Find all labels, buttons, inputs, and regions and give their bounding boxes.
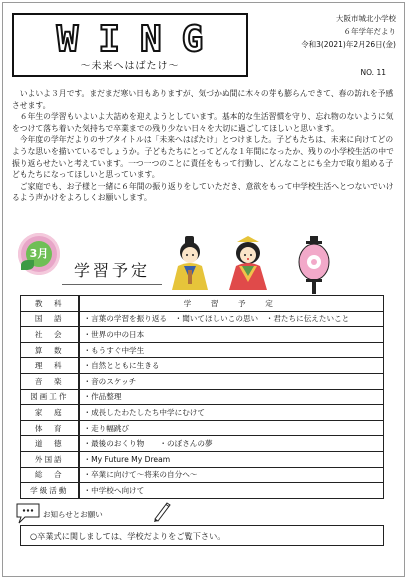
pencil-icon xyxy=(151,499,173,523)
emperor-doll-icon xyxy=(168,236,212,290)
plan-cell: ・言葉の学習を振り返る ・聞いてほしいこの思い ・君たちに伝えたいこと xyxy=(79,311,384,327)
table-header-row xyxy=(21,296,384,312)
plan-cell: ・世界の中の日本 xyxy=(79,327,384,343)
lantern-icon xyxy=(296,236,332,294)
subject-cell: 道 徳 xyxy=(21,436,79,452)
subject-cell: 理 科 xyxy=(21,358,79,374)
letter-paragraph: 今年度の学年だよりのサブタイトルは「未来へはばたけ」とつけました。子どもたちは、未来に向けてどのような思いを描いているでしょうか。子どもたちにとってどんな１年間になったか、残りの小学校生活の中で振り返らせたいと考えています。一つ一つのことに責任をもって行動し、どんなことにも全力で取り組める子どもたちになってほしいと思っています。 xyxy=(12,135,394,180)
table-row xyxy=(21,436,384,452)
plan-cell: ・もうすぐ中学生 xyxy=(79,342,384,358)
table-row xyxy=(21,358,384,374)
subject-cell: 図画工作 xyxy=(21,389,79,405)
table-row xyxy=(21,451,384,467)
section-title: 学習予定 xyxy=(74,261,151,280)
plan-cell: ・My Future My Dream xyxy=(79,451,384,467)
table-row xyxy=(21,389,384,405)
subject-cell: 社 会 xyxy=(21,327,79,343)
table-row xyxy=(21,373,384,389)
notice-box: ○卒業式に関しましては、学校だよりをご覧下さい。 xyxy=(20,525,384,546)
table-row xyxy=(21,311,384,327)
table-row xyxy=(21,420,384,436)
speech-bubble-icon xyxy=(14,501,42,525)
letter-paragraph: ご家庭でも、お子様と一緒に６年間の振り返りをしていただき、意欲をもって中学校生活へとつないでいけるよう声かけをよろしくお願いします。 xyxy=(12,181,394,203)
plan-cell: ・自然とともに生きる xyxy=(79,358,384,374)
table-row xyxy=(21,483,384,499)
plan-cell: ・成長したわたしたち中学にむけて xyxy=(79,405,384,421)
newsletter-logo xyxy=(12,13,248,77)
newsletter-title: WING xyxy=(56,19,224,60)
school-name: 大阪市城北小学校 xyxy=(336,14,396,23)
subject-cell: 学級活動 xyxy=(21,483,79,499)
subject-cell: 音 楽 xyxy=(21,373,79,389)
issue-number: NO. 11 xyxy=(360,68,386,77)
section-underline xyxy=(62,284,162,285)
subject-cell: 総 合 xyxy=(21,467,79,483)
plan-cell: ・最後のおくり物 ・のぼさんの夢 xyxy=(79,436,384,452)
letter-paragraph: ６年生の学習もいよいよ大詰めを迎えようとしています。基本的な生活習慣を守り、忘れ物のないように気をつけて落ち着いた気持ちで卒業までの残り少ない日々を大切に過ごしてほしいと思います。 xyxy=(12,112,394,133)
subject-cell: 算 数 xyxy=(21,342,79,358)
column-header-plan: 学 習 予 定 xyxy=(79,296,384,312)
table-row xyxy=(21,467,384,483)
plan-cell: ・中学校へ向けて xyxy=(79,483,384,499)
issue-date: 令和3(2021)年2月26日(金) xyxy=(301,40,396,49)
letter-body xyxy=(12,88,398,204)
leaf-icon xyxy=(21,260,34,270)
subject-cell: 外国語 xyxy=(21,451,79,467)
letter-paragraph: いよいよ３月です。まだまだ寒い日もありますが、気づかぬ間に木々の芽も膨らんできて、春の訪れを予感させます。 xyxy=(12,89,394,110)
subject-cell: 体 育 xyxy=(21,420,79,436)
month-badge xyxy=(18,233,60,275)
plan-cell: ・作品整理 xyxy=(79,389,384,405)
table-row xyxy=(21,342,384,358)
table-row xyxy=(21,405,384,421)
notice-title: お知らせとお願い xyxy=(43,510,103,519)
table-row xyxy=(21,327,384,343)
month-label: 3月 xyxy=(26,241,52,267)
plan-cell: ・走り幅跳び xyxy=(79,420,384,436)
school-info xyxy=(301,12,396,51)
schedule-table xyxy=(20,295,384,499)
plan-cell: ・音のスケッチ xyxy=(79,373,384,389)
subject-cell: 家 庭 xyxy=(21,405,79,421)
column-header-subject: 教 科 xyxy=(21,296,79,312)
subject-cell: 国 語 xyxy=(21,311,79,327)
empress-doll-icon xyxy=(225,236,271,290)
newsletter-subtitle: ～未来へはばたけ～ xyxy=(80,61,180,72)
plan-cell: ・卒業に向けて～将来の自分へ～ xyxy=(79,467,384,483)
newsletter-name: ６年学年だより xyxy=(343,27,396,36)
